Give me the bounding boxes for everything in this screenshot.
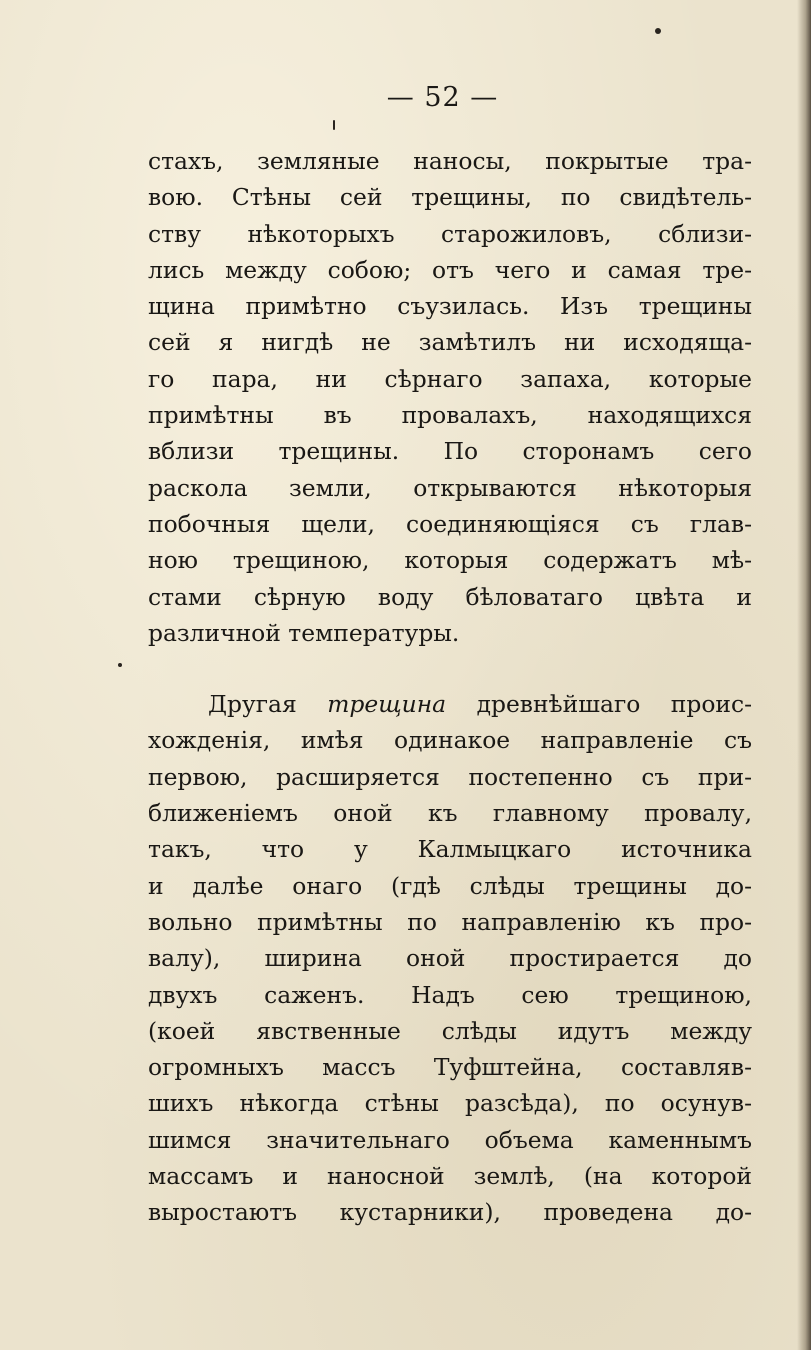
text-line: вольно примѣтны по направленію къ про- bbox=[148, 907, 752, 936]
ink-speck bbox=[118, 663, 122, 667]
body-text bbox=[148, 143, 752, 1231]
text-line: ству нѣкоторыхъ старожиловъ, сблизи- bbox=[148, 219, 752, 248]
text-line: сей я нигдѣ не замѣтилъ ни исходяща- bbox=[148, 328, 752, 357]
text-line: щина примѣтно съузилась. Изъ трещины bbox=[148, 292, 752, 321]
text-line: лись между собою; отъ чего и самая тре- bbox=[148, 255, 752, 284]
paragraph-1 bbox=[148, 143, 752, 651]
text-line: (коей явственные слѣды идутъ между bbox=[148, 1016, 752, 1045]
text-line: примѣтны въ провалахъ, находящихся bbox=[148, 401, 752, 430]
text-line: шимся значительнаго объема каменнымъ bbox=[148, 1125, 752, 1154]
emphasized-term: трещина bbox=[327, 690, 447, 719]
text-line: го пара, ни сѣрнаго запаха, которые bbox=[148, 364, 752, 393]
text-line: побочныя щели, соединяющіяся съ глав- bbox=[148, 509, 752, 538]
text-line: двухъ саженъ. Надъ сею трещиною, bbox=[148, 980, 752, 1009]
ink-speck bbox=[333, 120, 335, 130]
text-line: стахъ, земляные наносы, покрытые тра- bbox=[148, 147, 752, 175]
text-line: такъ, что у Калмыцкаго источника bbox=[148, 835, 752, 864]
spine-shadow bbox=[797, 0, 811, 1350]
text-line: шихъ нѣкогда стѣны разсѣда), по осунув- bbox=[148, 1089, 752, 1118]
text-line: первою, расширяется постепенно съ при- bbox=[148, 762, 752, 791]
text-line: различной температуры. bbox=[148, 618, 460, 647]
text-line: вблизи трещины. По сторонамъ сего bbox=[148, 437, 752, 466]
text-line: хожденія, имѣя одинакое направленіе съ bbox=[148, 726, 752, 755]
ink-speck bbox=[655, 28, 661, 34]
text-line: массамъ и наносной землѣ, (на которой bbox=[148, 1162, 752, 1191]
text-line: и далѣе онаго (гдѣ слѣды трещины до- bbox=[148, 871, 752, 900]
page-number-text: — 52 — bbox=[386, 82, 499, 113]
page-number bbox=[0, 82, 811, 113]
text-line: валу), ширина оной простирается до bbox=[148, 944, 752, 973]
line-end: древнѣйшаго проис- bbox=[476, 690, 753, 719]
text-line: огромныхъ массъ Туфштейна, составляв- bbox=[148, 1053, 752, 1082]
text-line: раскола земли, открываются нѣкоторыя bbox=[148, 473, 752, 502]
text-line: выростаютъ кустарники), проведена до- bbox=[148, 1198, 752, 1227]
text-line-first bbox=[148, 686, 752, 722]
line-start: Другая bbox=[208, 690, 297, 719]
paragraph-2 bbox=[148, 686, 752, 1230]
text-line: ною трещиною, которыя содержатъ мѣ- bbox=[148, 546, 752, 575]
text-line: вою. Стѣны сей трещины, по свидѣтель- bbox=[148, 183, 752, 212]
text-line: ближеніемъ оной къ главному провалу, bbox=[148, 799, 752, 828]
text-line: стами сѣрную воду бѣловатаго цвѣта и bbox=[148, 582, 752, 611]
